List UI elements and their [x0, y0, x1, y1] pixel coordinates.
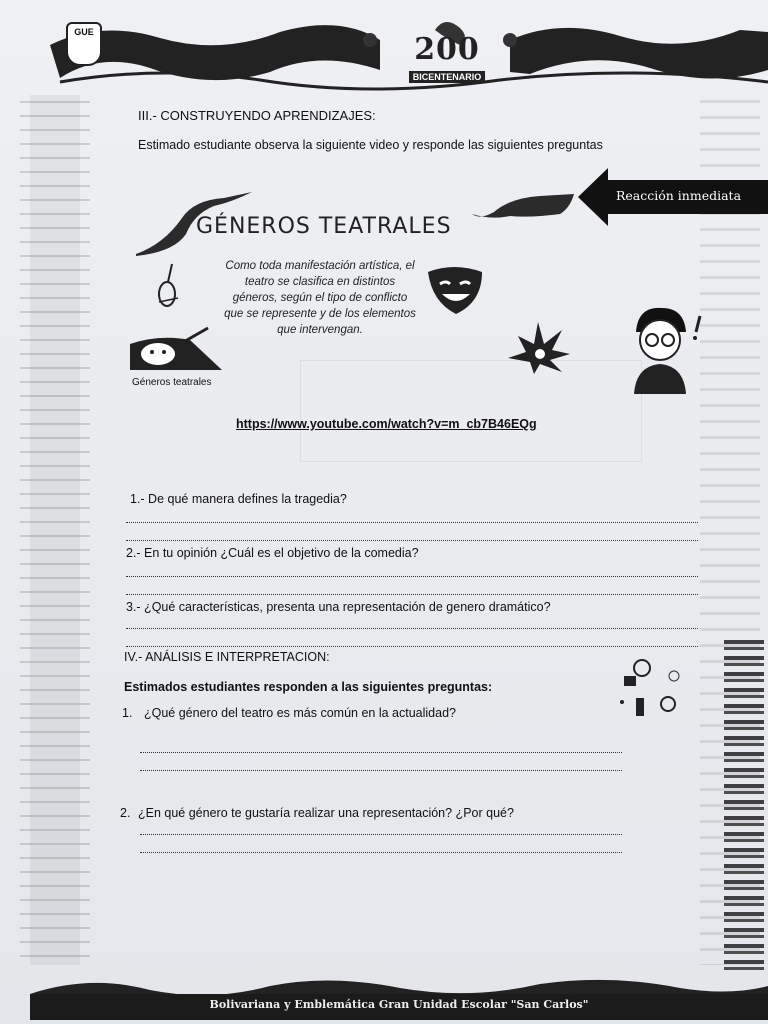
theatre-masks-icon — [130, 324, 224, 374]
infographic-title: GÉNEROS TEATRALES — [196, 214, 452, 239]
question-4-2-number: 2. — [120, 806, 131, 820]
anniversary-number: 200 — [414, 32, 480, 67]
footer-text: Bolivariana y Emblemática Gran Unidad Escolar "San Carlos" — [209, 998, 589, 1011]
answer-line[interactable] — [126, 540, 698, 541]
section4-title: IV.- ANÁLISIS E INTERPRETACION: — [124, 650, 330, 664]
mask-ribbon-right-icon — [470, 190, 578, 224]
badge-text: GUE — [74, 27, 94, 37]
bicentenario-logo — [392, 32, 502, 85]
infographic-description: Como toda manifestación artística, el teatro se clasifica en distintos géneros, según el tipo de conflicto que se represente y de los elementos que intervengan. — [224, 260, 416, 336]
right-decorative-band-dark — [724, 640, 764, 970]
answer-line[interactable] — [126, 628, 698, 629]
banner-label: Reacción inmediata — [616, 188, 742, 203]
infographic-caption: Géneros teatrales — [132, 377, 212, 388]
question-4-1: ¿Qué género del teatro es más común en la actualidad? — [144, 706, 456, 720]
reaccion-inmediata-banner — [578, 168, 768, 226]
answer-line[interactable] — [126, 646, 698, 647]
left-decorative-band — [20, 95, 90, 965]
school-badge — [66, 22, 102, 66]
section3-intro: Estimado estudiante observa la siguiente video y responde las siguientes preguntas — [138, 138, 603, 152]
answer-line[interactable] — [126, 576, 698, 577]
thinking-student-icon — [626, 302, 710, 394]
ghost-text-block — [300, 360, 642, 462]
question-3-1: 1.- De qué manera defines la tragedia? — [130, 492, 347, 506]
question-4-2: ¿En qué género te gustaría realizar una representación? ¿Por qué? — [138, 806, 514, 820]
video-link[interactable]: https://www.youtube.com/watch?v=m_cb7B46EQg — [236, 417, 537, 431]
question-4-1-number: 1. — [122, 706, 133, 720]
answer-line[interactable] — [140, 770, 622, 771]
bicentenario-label: BICENTENARIO — [409, 71, 486, 83]
page-header — [40, 10, 768, 100]
section4-subtitle: Estimados estudiantes responden a las siguientes preguntas: — [124, 680, 493, 694]
theatre-props-icon — [618, 656, 684, 718]
answer-line[interactable] — [140, 852, 622, 853]
answer-line[interactable] — [126, 522, 698, 523]
explosion-icon — [504, 318, 574, 376]
violin-icon — [154, 262, 184, 310]
comedy-mask-icon — [424, 262, 486, 318]
answer-line[interactable] — [140, 834, 622, 835]
question-3-2: 2.- En tu opinión ¿Cuál es el objetivo de la comedia? — [126, 546, 419, 560]
question-3-3: 3.- ¿Qué características, presenta una representación de genero dramático? — [126, 600, 551, 614]
page-footer — [30, 972, 768, 1024]
section3-title: III.- CONSTRUYENDO APRENDIZAJES: — [138, 108, 376, 123]
answer-line[interactable] — [126, 594, 698, 595]
answer-line[interactable] — [140, 752, 622, 753]
